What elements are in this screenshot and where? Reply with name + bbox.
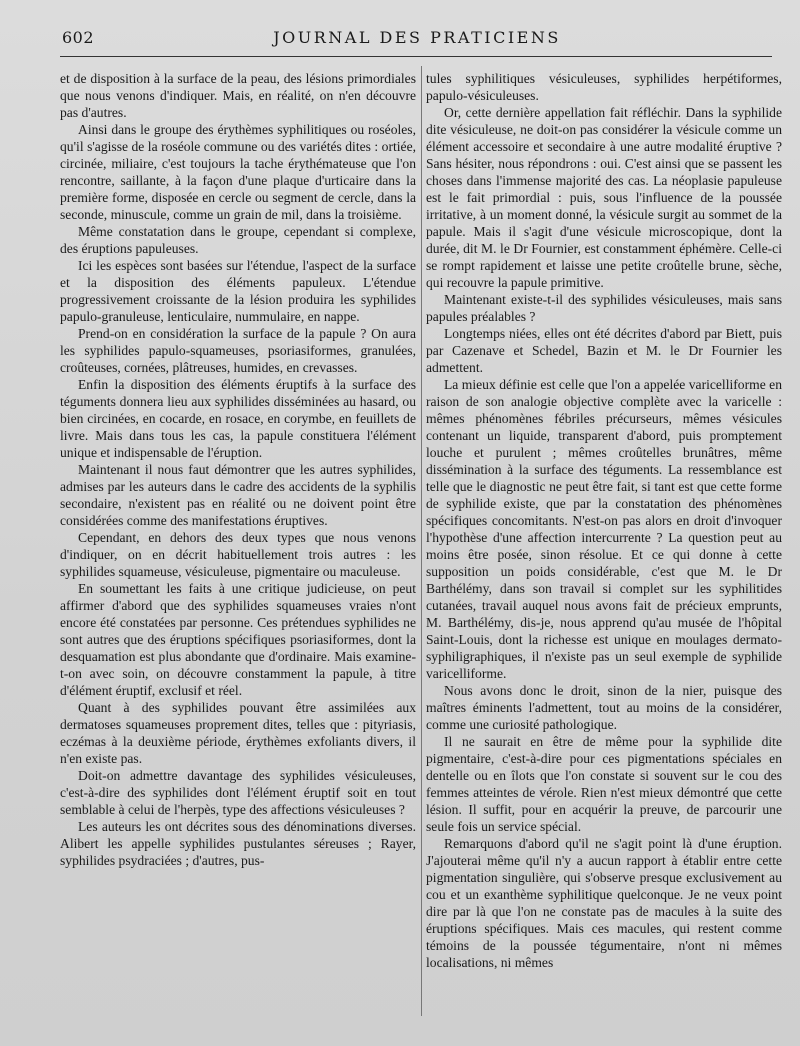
journal-title: JOURNAL DES PRATICIENS (273, 28, 561, 47)
paragraph: Nous avons donc le droit, sinon de la nier, puisque des maîtres éminents l'admettent, tout au moins de la considérer, comme une curiosité pathologique. (426, 683, 782, 732)
paragraph: et de disposition à la surface de la peau, des lésions primordiales que nous venons d'indiquer. Mais, en réalité, on n'en découvre pas d'autres. (60, 71, 416, 120)
paragraph: Il ne saurait en être de même pour la syphilide dite pigmentaire, c'est-à-dire pour ces pigmentations spéciales en dentelle ou en îlots que l'on constate si souvent sur le cou des femmes atteintes de vérole. Rien n'est mieux démontré que cette lésion. Il suffit, pour en acquérir la preuve, de parcourir une seule fois un service spécial. (426, 734, 782, 834)
column-divider (421, 66, 422, 1016)
header-rule (60, 56, 772, 57)
left-column (60, 70, 416, 869)
paragraph: Enfin la disposition des éléments éruptifs à la surface des téguments donnera lieu aux syphilides disséminées au hasard, ou bien circinées, en cocarde, en rosace, en corymbe, en feuillets de livre. Mais dans tous les cas, la papule constituera l'élément unique et indispensable de l'éruption. (60, 377, 416, 460)
paragraph: Maintenant existe-t-il des syphilides vésiculeuses, mais sans papules préalables ? (426, 292, 782, 324)
paragraph: Or, cette dernière appellation fait réfléchir. Dans la syphilide dite vésiculeuse, ne doit-on pas considérer la vésicule comme un élément accessoire et secondaire à une autre modalité éruptive ? Sans hésiter, nous répondrons : oui. C'est ainsi que se passent les choses dans l'immense majorité des cas. La néoplasie papuleuse est le fait primordial : puis, sous l'influence de la poussée irritative, à un moment donné, la vésicule surgit au sommet de la papule. Mais il s'agit d'une vésicule microscopique, dont la durée, dit M. le Dr Fournier, est constamment éphémère. Celle-ci se rompt rapidement et laisse une petite croûtelle brune, sèche, qui recouvre la papule primitive. (426, 105, 782, 290)
page-header (62, 28, 772, 52)
paragraph: Les auteurs les ont décrites sous des dénominations diverses. Alibert les appelle syphilides pustulantes séreuses ; Rayer, syphilides psydraciées ; d'autres, pus- (60, 819, 416, 868)
paragraph: Quant à des syphilides pouvant être assimilées aux dermatoses squameuses proprement dites, telles que : pityriasis, eczémas à la deuxième période, érythèmes exfoliants divers, il n'en existe pas. (60, 700, 416, 766)
paragraph: Cependant, en dehors des deux types que nous venons d'indiquer, on en décrit habituellement trois autres : les syphilides squameuse, vésiculeuse, pigmentaire ou maculeuse. (60, 530, 416, 579)
right-column (426, 70, 782, 971)
paragraph: En soumettant les faits à une critique judicieuse, on peut affirmer d'abord que des syphilides squameuses vraies n'ont encore été constatées par personne. Ces prétendues syphilides ne sont autres que des éruptions spécifiques psoriasiformes, dont la desquamation est plus abondante que d'ordinaire. Mais examine-t-on avec soin, on découvre constamment la papule, à titre d'élément éruptif, exclusif et réel. (60, 581, 416, 698)
paragraph: Longtemps niées, elles ont été décrites d'abord par Biett, puis par Cazenave et Schedel, Bazin et M. le Dr Fournier les admettent. (426, 326, 782, 375)
paragraph: Ici les espèces sont basées sur l'étendue, l'aspect de la surface et la disposition des éléments papuleux. L'étendue progressivement croissante de la lésion produira les syphilides papulo-granuleuse, lenticulaire, nummulaire, en nappe. (60, 258, 416, 324)
paragraph: Prend-on en considération la surface de la papule ? On aura les syphilides papulo-squameuses, psoriasiformes, granulées, croûteuses, cornées, plâtreuses, humides, en crevasses. (60, 326, 416, 375)
paragraph: Remarquons d'abord qu'il ne s'agit point là d'une éruption. J'ajouterai même qu'il n'y a aucun rapport à établir entre cette pigmentation singulière, qui s'observe presque exclusivement au cou et un exanthème syphilitique quelconque. Je ne veux point dire par là que l'on ne constate pas de macules à la suite des éruptions spécifiques. Mais ces macules, qui restent comme témoins de la poussée tégumentaire, n'ont ni mêmes localisations, ni mêmes (426, 836, 782, 970)
paragraph: tules syphilitiques vésiculeuses, syphilides herpétiformes, papulo-vésiculeuses. (426, 71, 782, 103)
page-number: 602 (62, 28, 95, 47)
paragraph: La mieux définie est celle que l'on a appelée varicelliforme en raison de son analogie objective complète avec la varicelle : mêmes phénomènes fébriles précurseurs, mêmes vésicules contenant un liquide, transparent d'abord, puis promptement louche et purulent ; mêmes croûtelles brunâtres, même dissémination à la surface des téguments. La ressemblance est telle que le diagnostic ne peut être fait, si tant est que cette forme de syphilide existe, que par la constatation des phénomènes spécifiques concomitants. N'est-on pas alors en droit d'invoquer l'hypothèse d'une affection intercurrente ? La question peut au moins être posée, sinon résolue. Et ce qui donne à cette supposition un poids considérable, c'est que M. le Dr Barthélémy, dans son travail si complet sur les syphilitides cutanées, travail auquel nous avons fait de précieux emprunts, M. Barthélémy, dis-je, nous apprend qu'au musée de l'hôpital Saint-Louis, dont la richesse est unique en moulages dermato-syphiligraphiques, il n'existe pas un seul exemple de syphilide varicelliforme. (426, 377, 782, 681)
paragraph: Maintenant il nous faut démontrer que les autres syphilides, admises par les auteurs dans le cadre des accidents de la syphilis secondaire, n'existent pas en réalité ou ne doivent point être considérées comme des manifestations éruptives. (60, 462, 416, 528)
paragraph: Ainsi dans le groupe des érythèmes syphilitiques ou roséoles, qu'il s'agisse de la roséole commune ou des variétés dites : ortiée, circinée, miliaire, c'est toujours la tache érythémateuse que l'on rencontre, saillante, à la façon d'une plaque d'urticaire dans la première forme, disposée en cercle ou segment de cercle, dans la seconde, minuscule, comme un grain de mil, dans la troisième. (60, 122, 416, 222)
paragraph: Doit-on admettre davantage des syphilides vésiculeuses, c'est-à-dire des syphilides dont l'élément éruptif soit en tout semblable à celui de l'herpès, type des affections vésiculeuses ? (60, 768, 416, 817)
paragraph: Même constatation dans le groupe, cependant si complexe, des éruptions papuleuses. (60, 224, 416, 256)
